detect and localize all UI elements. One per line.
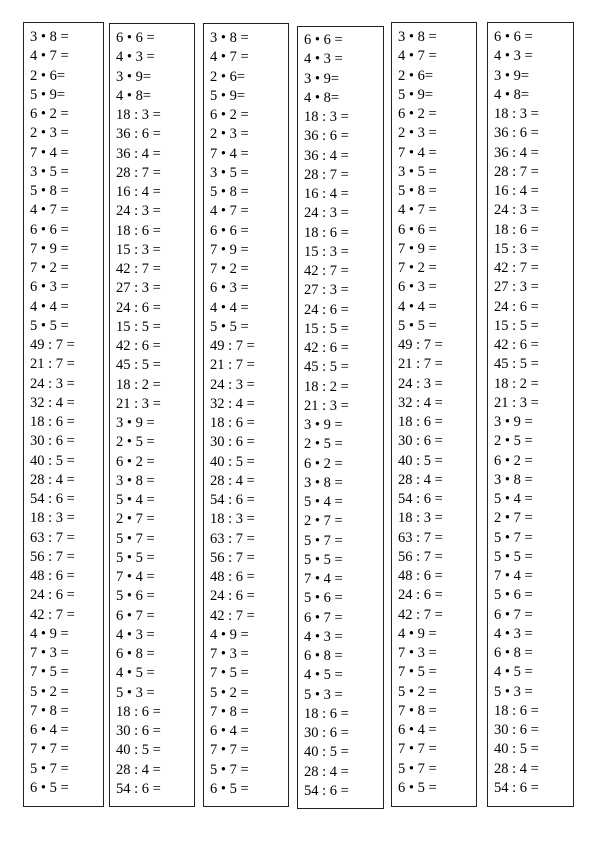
- exercise-item: 63 : 7 =: [398, 529, 443, 546]
- exercise-item: 56 : 7 =: [398, 548, 443, 565]
- exercise-item: 6 • 4 =: [210, 723, 249, 739]
- exercise-item: 45 : 5 =: [116, 357, 161, 374]
- exercise-item: 7 • 3 =: [210, 646, 249, 662]
- exercise-item: 45 : 5 =: [494, 356, 539, 373]
- exercise-item: 3 • 8 =: [304, 474, 343, 491]
- exercise-item: 2 • 7 =: [116, 511, 155, 528]
- exercise-item: 42 : 6 =: [304, 340, 349, 356]
- exercise-item: 4 • 3 =: [116, 49, 155, 66]
- exercise-item: 49 : 7 =: [30, 337, 75, 353]
- exercise-item: 6 • 5 =: [210, 780, 249, 797]
- exercise-item: 6 • 3 =: [30, 279, 69, 296]
- exercise-item: 49 : 7 =: [398, 337, 443, 353]
- exercise-item: 4 • 7 =: [30, 48, 69, 65]
- exercise-column: [23, 22, 104, 807]
- exercise-item: 54 : 6 =: [304, 782, 349, 799]
- exercise-item: 7 • 2 =: [210, 261, 249, 277]
- exercise-column: [487, 22, 574, 807]
- exercise-item: 16 : 4 =: [304, 186, 349, 202]
- exercise-item: 5 • 2 =: [210, 684, 249, 701]
- exercise-item: 18 : 3 =: [116, 107, 161, 123]
- exercise-item: 4 • 5 =: [494, 664, 533, 681]
- exercise-item: 32 : 4 =: [30, 394, 75, 411]
- exercise-item: 45 : 5 =: [304, 359, 349, 376]
- exercise-item: 4 • 4 =: [210, 299, 249, 316]
- exercise-item: 5 • 6 =: [116, 588, 155, 605]
- exercise-item: 6 • 6 =: [210, 222, 249, 239]
- exercise-item: 6 • 8 =: [304, 648, 343, 664]
- exercise-item: 18 : 2 =: [116, 376, 161, 393]
- exercise-item: 7 • 8 =: [30, 702, 69, 719]
- exercise-column: [203, 23, 289, 807]
- exercise-item: 6 • 2 =: [494, 452, 533, 469]
- exercise-item: 42 : 7 =: [210, 607, 255, 624]
- exercise-item: 18 : 6 =: [210, 415, 255, 431]
- exercise-column: [297, 26, 384, 809]
- exercise-item: 5 • 9=: [210, 87, 246, 104]
- exercise-item: 18 : 6 =: [116, 222, 161, 239]
- exercise-item: 4 • 8=: [304, 89, 340, 106]
- exercise-item: 54 : 6 =: [494, 779, 539, 796]
- exercise-item: 40 : 5 =: [398, 452, 443, 469]
- exercise-item: 6 • 5 =: [398, 779, 437, 796]
- exercise-item: 7 • 4 =: [398, 144, 437, 161]
- exercise-item: 5 • 9=: [398, 86, 434, 103]
- exercise-item: 4 • 9 =: [210, 626, 249, 643]
- exercise-item: 36 : 6 =: [304, 128, 349, 145]
- exercise-item: 7 • 4 =: [494, 568, 533, 584]
- exercise-item: 3 • 9=: [304, 70, 340, 87]
- exercise-item: 28 : 4 =: [210, 472, 255, 489]
- exercise-item: 15 : 5 =: [494, 317, 539, 334]
- exercise-item: 18 : 3 =: [210, 511, 255, 528]
- exercise-column: [109, 23, 195, 807]
- exercise-item: 5 • 9=: [30, 86, 66, 103]
- exercise-item: 30 : 6 =: [494, 722, 539, 738]
- exercise-item: 18 : 6 =: [494, 221, 539, 238]
- exercise-item: 56 : 7 =: [30, 548, 75, 565]
- exercise-item: 2 • 3 =: [30, 125, 69, 142]
- exercise-item: 4 • 7 =: [398, 48, 437, 65]
- exercise-item: 5 • 7 =: [116, 530, 155, 547]
- exercise-item: 6 • 2 =: [30, 106, 69, 122]
- exercise-item: 3 • 8 =: [398, 29, 437, 45]
- exercise-item: 7 • 7 =: [398, 741, 437, 758]
- exercise-item: 7 • 2 =: [398, 260, 437, 276]
- exercise-item: 5 • 4 =: [116, 492, 155, 508]
- exercise-item: 2 • 5 =: [304, 436, 343, 453]
- exercise-item: 21 : 3 =: [116, 395, 161, 412]
- exercise-item: 42 : 6 =: [116, 338, 161, 354]
- exercise-item: 28 : 4 =: [304, 763, 349, 780]
- exercise-item: 28 : 4 =: [116, 761, 161, 778]
- exercise-item: 4 • 9 =: [398, 625, 437, 642]
- exercise-item: 6 • 7 =: [304, 609, 343, 626]
- exercise-item: 30 : 6 =: [116, 723, 161, 739]
- exercise-item: 24 : 6 =: [116, 299, 161, 316]
- exercise-item: 4 • 3 =: [494, 625, 533, 642]
- exercise-item: 40 : 5 =: [304, 744, 349, 761]
- exercise-item: 3 • 9 =: [116, 415, 155, 431]
- exercise-item: 6 • 2 =: [304, 455, 343, 472]
- exercise-item: 24 : 6 =: [494, 298, 539, 315]
- exercise-item: 15 : 3 =: [494, 240, 539, 257]
- exercise-item: 7 • 4 =: [116, 569, 155, 585]
- exercise-item: 63 : 7 =: [30, 529, 75, 546]
- exercise-item: 6 • 6 =: [30, 221, 69, 238]
- exercise-item: 6 • 5 =: [30, 779, 69, 796]
- exercise-item: 6 • 7 =: [116, 607, 155, 624]
- exercise-item: 18 : 6 =: [494, 702, 539, 719]
- exercise-item: 18 : 3 =: [304, 109, 349, 125]
- exercise-item: 2 • 3 =: [210, 126, 249, 143]
- exercise-item: 36 : 6 =: [494, 125, 539, 142]
- exercise-item: 54 : 6 =: [116, 780, 161, 797]
- exercise-item: 6 • 4 =: [398, 722, 437, 738]
- exercise-item: 42 : 7 =: [30, 606, 75, 623]
- exercise-item: 24 : 3 =: [30, 375, 75, 392]
- exercise-item: 5 • 3 =: [494, 683, 533, 700]
- exercise-item: 28 : 7 =: [304, 166, 349, 183]
- exercise-item: 5 • 6 =: [304, 590, 343, 607]
- exercise-item: 4 • 8=: [116, 87, 152, 104]
- exercise-item: 5 • 7 =: [398, 760, 437, 777]
- exercise-item: 54 : 6 =: [30, 491, 75, 507]
- exercise-item: 6 • 7 =: [494, 606, 533, 623]
- exercise-item: 40 : 5 =: [30, 452, 75, 469]
- exercise-item: 2 • 7 =: [494, 510, 533, 527]
- exercise-item: 24 : 6 =: [304, 301, 349, 318]
- exercise-item: 30 : 6 =: [398, 433, 443, 450]
- exercise-item: 36 : 4 =: [304, 147, 349, 164]
- exercise-item: 5 • 6 =: [494, 587, 533, 604]
- exercise-item: 7 • 3 =: [398, 645, 437, 661]
- exercise-item: 28 : 4 =: [398, 471, 443, 488]
- exercise-item: 40 : 5 =: [116, 742, 161, 759]
- exercise-item: 24 : 6 =: [398, 587, 443, 604]
- exercise-item: 18 : 6 =: [304, 224, 349, 241]
- exercise-item: 5 • 5 =: [210, 318, 249, 335]
- exercise-item: 3 • 8 =: [30, 29, 69, 45]
- exercise-item: 3 • 5 =: [398, 163, 437, 180]
- exercise-item: 40 : 5 =: [494, 741, 539, 758]
- exercise-item: 5 • 4 =: [494, 491, 533, 507]
- exercise-item: 5 • 8 =: [30, 183, 69, 199]
- exercise-item: 5 • 7 =: [304, 532, 343, 549]
- exercise-item: 18 : 2 =: [304, 378, 349, 395]
- exercise-item: 54 : 6 =: [210, 492, 255, 508]
- exercise-item: 30 : 6 =: [304, 725, 349, 741]
- exercise-item: 5 • 3 =: [304, 686, 343, 703]
- exercise-item: 36 : 4 =: [494, 144, 539, 161]
- exercise-item: 24 : 3 =: [304, 205, 349, 222]
- exercise-item: 15 : 5 =: [116, 318, 161, 335]
- exercise-item: 4 • 5 =: [304, 667, 343, 684]
- exercise-item: 16 : 4 =: [116, 184, 161, 200]
- exercise-item: 6 • 3 =: [210, 280, 249, 297]
- exercise-item: 28 : 4 =: [494, 760, 539, 777]
- exercise-item: 24 : 3 =: [398, 375, 443, 392]
- exercise-item: 42 : 6 =: [494, 337, 539, 353]
- exercise-item: 7 • 5 =: [30, 664, 69, 681]
- exercise-item: 21 : 7 =: [398, 356, 443, 373]
- exercise-item: 3 • 9=: [116, 68, 152, 85]
- exercise-item: 42 : 7 =: [398, 606, 443, 623]
- exercise-item: 6 • 6 =: [494, 29, 533, 45]
- exercise-item: 5 • 8 =: [210, 184, 249, 200]
- exercise-item: 18 : 3 =: [494, 106, 539, 122]
- exercise-item: 36 : 4 =: [116, 145, 161, 162]
- exercise-item: 15 : 3 =: [304, 243, 349, 260]
- exercise-item: 4 • 7 =: [30, 202, 69, 219]
- exercise-item: 4 • 4 =: [398, 298, 437, 315]
- exercise-item: 4 • 7 =: [398, 202, 437, 219]
- exercise-item: 27 : 3 =: [116, 280, 161, 297]
- exercise-item: 5 • 5 =: [494, 548, 533, 565]
- exercise-item: 4 • 7 =: [210, 203, 249, 220]
- exercise-item: 18 : 3 =: [30, 510, 75, 527]
- exercise-item: 48 : 6 =: [30, 568, 75, 584]
- exercise-item: 3 • 8 =: [116, 472, 155, 489]
- exercise-item: 5 • 5 =: [398, 317, 437, 334]
- exercise-item: 3 • 8 =: [494, 471, 533, 488]
- exercise-item: 4 • 9 =: [30, 625, 69, 642]
- exercise-item: 24 : 6 =: [30, 587, 75, 604]
- exercise-item: 3 • 5 =: [30, 163, 69, 180]
- exercise-item: 3 • 9=: [494, 67, 530, 84]
- exercise-item: 5 • 5 =: [304, 551, 343, 568]
- exercise-item: 16 : 4 =: [494, 183, 539, 199]
- exercise-item: 7 • 4 =: [210, 145, 249, 162]
- exercise-item: 7 • 9 =: [30, 240, 69, 257]
- exercise-item: 54 : 6 =: [398, 491, 443, 507]
- exercise-item: 24 : 6 =: [210, 588, 255, 605]
- exercise-item: 18 : 2 =: [494, 375, 539, 392]
- exercise-item: 36 : 6 =: [116, 126, 161, 143]
- exercise-item: 7 • 4 =: [30, 144, 69, 161]
- exercise-item: 2 • 3 =: [398, 125, 437, 142]
- exercise-item: 7 • 4 =: [304, 571, 343, 587]
- exercise-item: 4 • 3 =: [304, 628, 343, 645]
- exercise-item: 24 : 3 =: [210, 376, 255, 393]
- exercise-item: 4 • 5 =: [116, 665, 155, 682]
- exercise-item: 21 : 3 =: [304, 397, 349, 414]
- exercise-item: 6 • 8 =: [116, 646, 155, 662]
- exercise-item: 5 • 3 =: [116, 684, 155, 701]
- exercise-item: 5 • 5 =: [116, 549, 155, 566]
- exercise-item: 15 : 3 =: [116, 241, 161, 258]
- exercise-item: 3 • 9 =: [494, 414, 533, 430]
- exercise-item: 18 : 3 =: [398, 510, 443, 527]
- exercise-item: 3 • 8 =: [210, 30, 249, 46]
- exercise-item: 3 • 9 =: [304, 417, 343, 433]
- exercise-item: 24 : 3 =: [494, 202, 539, 219]
- exercise-item: 7 • 7 =: [30, 741, 69, 758]
- exercise-item: 21 : 7 =: [210, 357, 255, 374]
- exercise-item: 5 • 7 =: [494, 529, 533, 546]
- exercise-item: 5 • 4 =: [304, 494, 343, 510]
- exercise-item: 15 : 5 =: [304, 320, 349, 337]
- exercise-item: 4 • 3 =: [494, 48, 533, 65]
- exercise-item: 18 : 6 =: [398, 414, 443, 430]
- exercise-item: 30 : 6 =: [210, 434, 255, 451]
- exercise-item: 6 • 4 =: [30, 722, 69, 738]
- exercise-item: 6 • 2 =: [116, 453, 155, 470]
- exercise-item: 2 • 6=: [30, 67, 66, 84]
- exercise-item: 6 • 6 =: [304, 32, 343, 48]
- exercise-item: 42 : 7 =: [494, 260, 539, 276]
- exercise-item: 32 : 4 =: [398, 394, 443, 411]
- exercise-item: 4 • 7 =: [210, 49, 249, 66]
- exercise-item: 6 • 6 =: [116, 30, 155, 46]
- exercise-item: 6 • 2 =: [398, 106, 437, 122]
- exercise-item: 2 • 7 =: [304, 513, 343, 530]
- exercise-item: 6 • 6 =: [398, 221, 437, 238]
- exercise-item: 7 • 9 =: [210, 241, 249, 258]
- exercise-item: 5 • 2 =: [30, 683, 69, 700]
- exercise-item: 48 : 6 =: [398, 568, 443, 584]
- exercise-item: 56 : 7 =: [210, 549, 255, 566]
- exercise-item: 3 • 5 =: [210, 164, 249, 181]
- exercise-item: 6 • 3 =: [398, 279, 437, 296]
- exercise-item: 7 • 7 =: [210, 742, 249, 759]
- exercise-item: 63 : 7 =: [210, 530, 255, 547]
- exercise-item: 28 : 7 =: [494, 163, 539, 180]
- exercise-item: 2 • 5 =: [494, 433, 533, 450]
- exercise-item: 28 : 7 =: [116, 164, 161, 181]
- exercise-item: 5 • 5 =: [30, 317, 69, 334]
- exercise-item: 5 • 7 =: [210, 761, 249, 778]
- exercise-item: 4 • 3 =: [304, 51, 343, 68]
- exercise-item: 40 : 5 =: [210, 453, 255, 470]
- exercise-item: 24 : 3 =: [116, 203, 161, 220]
- exercise-item: 48 : 6 =: [210, 569, 255, 585]
- exercise-item: 42 : 7 =: [304, 263, 349, 279]
- exercise-item: 27 : 3 =: [494, 279, 539, 296]
- exercise-item: 7 • 8 =: [210, 703, 249, 720]
- exercise-item: 5 • 7 =: [30, 760, 69, 777]
- exercise-item: 21 : 7 =: [30, 356, 75, 373]
- exercise-item: 7 • 5 =: [210, 665, 249, 682]
- exercise-item: 7 • 9 =: [398, 240, 437, 257]
- exercise-item: 7 • 2 =: [30, 260, 69, 276]
- exercise-item: 7 • 5 =: [398, 664, 437, 681]
- exercise-item: 42 : 7 =: [116, 261, 161, 277]
- exercise-item: 6 • 2 =: [210, 107, 249, 123]
- exercise-item: 30 : 6 =: [30, 433, 75, 450]
- exercise-item: 4 • 3 =: [116, 626, 155, 643]
- exercise-item: 27 : 3 =: [304, 282, 349, 299]
- exercise-item: 2 • 5 =: [116, 434, 155, 451]
- exercise-item: 7 • 8 =: [398, 702, 437, 719]
- exercise-item: 5 • 8 =: [398, 183, 437, 199]
- exercise-column: [391, 22, 477, 807]
- exercise-item: 5 • 2 =: [398, 683, 437, 700]
- exercise-item: 6 • 8 =: [494, 645, 533, 661]
- exercise-item: 7 • 3 =: [30, 645, 69, 661]
- exercise-item: 18 : 6 =: [30, 414, 75, 430]
- exercise-item: 21 : 3 =: [494, 394, 539, 411]
- exercise-item: 18 : 6 =: [116, 703, 161, 720]
- exercise-item: 32 : 4 =: [210, 395, 255, 412]
- exercise-item: 49 : 7 =: [210, 338, 255, 354]
- exercise-item: 2 • 6=: [210, 68, 246, 85]
- exercise-item: 2 • 6=: [398, 67, 434, 84]
- exercise-item: 18 : 6 =: [304, 705, 349, 722]
- exercise-item: 4 • 4 =: [30, 298, 69, 315]
- exercise-item: 28 : 4 =: [30, 471, 75, 488]
- exercise-item: 4 • 8=: [494, 86, 530, 103]
